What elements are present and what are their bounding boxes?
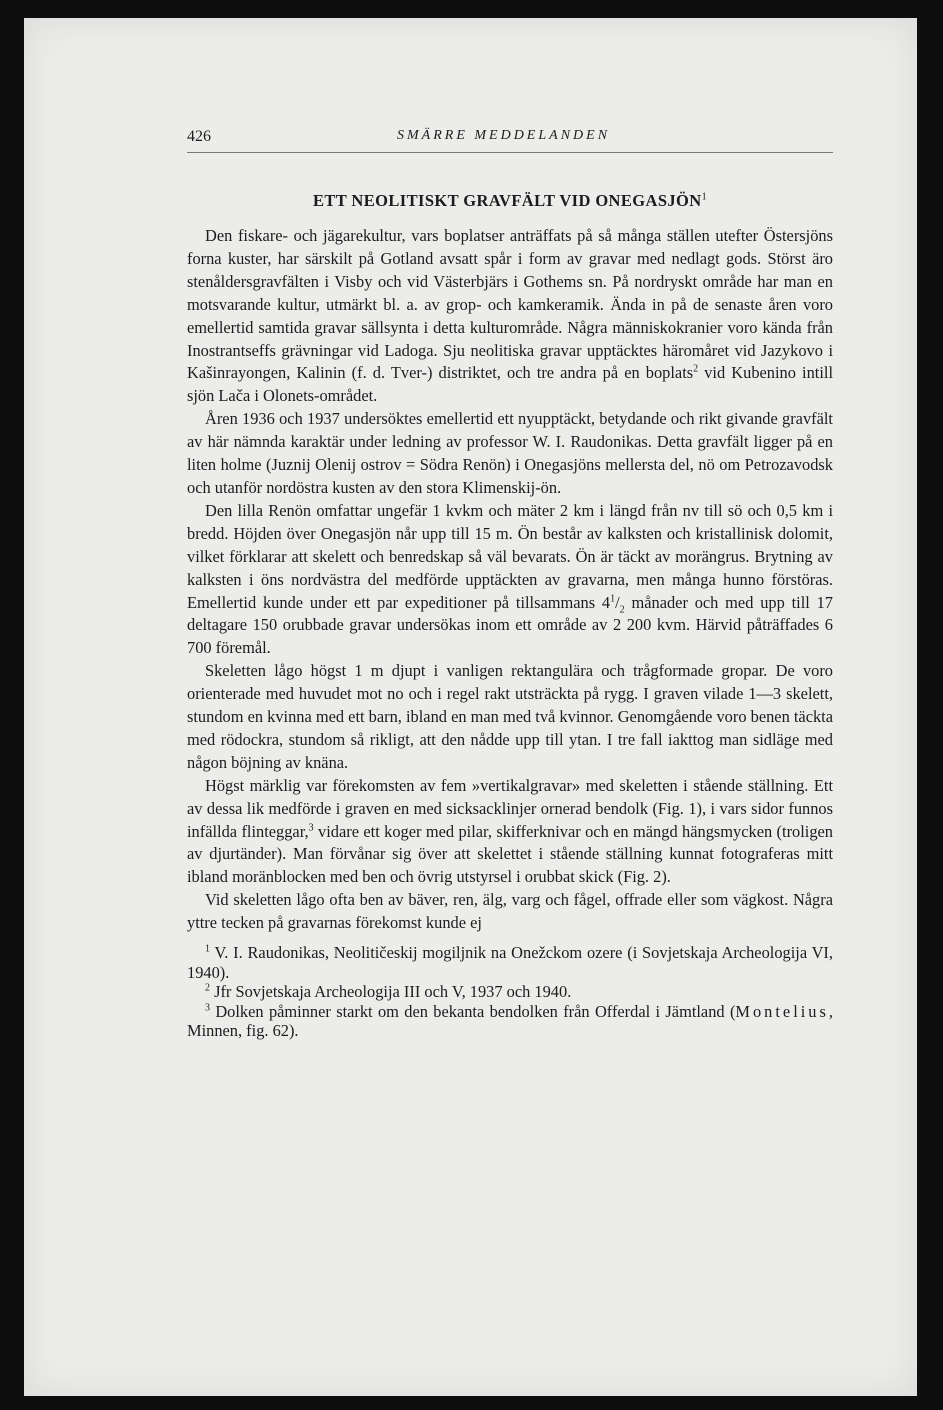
footnote-1 xyxy=(187,943,833,982)
page-content xyxy=(187,126,833,1041)
scanned-page xyxy=(24,18,917,1396)
paragraph-5-text-a: Högst märklig var förekomsten av fem »vertikalgravar» med skeletten i stående ställning. Ett av dessa lik medförde i graven en med sicksacklinjer ornerad bendolk (Fig. 1), i vars sidor funnos infällda flintеggar, xyxy=(187,775,833,841)
paragraph-4: Skeletten lågo högst 1 m djupt i vanligen rektangulära och trågformade gropar. De voro orienterade med huvudet mot no och i regel rakt utsträckta på rygg. I graven vilade 1—3 skelett, stundom en kvinna med ett barn, ibland en man med två kvinnor. Genomgående voro benen täckta med rödockra, stundom så rikligt, att den nådde upp till ytan. I tre fall iakttog man sidläge med någon böjning av knäna. xyxy=(187,661,833,772)
footnote-ref-2: 2 xyxy=(693,363,699,375)
footnote-3 xyxy=(187,1002,833,1041)
paragraph-2: Åren 1936 och 1937 undersöktes emellertid ett nyupptäckt, betydande och rikt givande gravfält av här nämnda karaktär under ledning av professor W. I. Raudonikas. Detta gravfält ligger på en liten holme (Juznij Olenij ostrov = Södra Renön) i Onegasjöns mellersta del, nö om Petrozavodsk och utanför nordöstra kusten av den stora Klimenskij-ön. xyxy=(187,409,833,497)
paragraph-1 xyxy=(187,225,833,408)
title-footnote-mark: 1 xyxy=(701,191,708,203)
footnote-2-text: Jfr Sovjetskaja Archeologija III och V, 1937 och 1940. xyxy=(210,982,572,1002)
footnotes xyxy=(187,943,833,1041)
footnote-3-text-b: , Minnen, fig. 62). xyxy=(187,1001,833,1041)
page-number: 426 xyxy=(187,128,211,145)
footnote-3-text-a: Dolken påminner starkt om den bekanta bendolken från Offerdal i Jämtland ( xyxy=(210,1001,736,1021)
section-name: SMÄRRE MEDDELANDEN xyxy=(397,128,611,143)
paragraph-3: Den lilla Renön omfattar ungefär 1 kvkm och mäter 2 km i längd från nv till sö och 0,5 km i bredd. Höjden över Onegasjön når upp till 15 m. Ön består av kalksten och kristallinisk dolomit, vilket förklarar att skelett och benredskap så väl bevarats. Ön är täckt av morängrus. Brytning av kalksten i öns nordvästra del medförde upptäckten av gravarna, men många hunno förstöras. Emellertid kunde under ett par expeditioner på tillsammans $4^1/_2$ månader och med upp till 17 deltagare 150 orubbade gravar undersökas inom ett område av 2 200 kvm. Härvid påträffades 6 700 föremål. xyxy=(187,500,833,658)
footnote-1-mark: 1 xyxy=(205,943,210,955)
paragraph-3-text-a: Den lilla Renön omfattar ungefär 1 kvkm och mäter 2 km i längd från nv till sö och 0,5 km i bredd. Höjden över Onegasjön når upp till 15 m. Ön består av kalksten och kristallinisk dolomit, vilket förklarar att skelett och benredskap så väl bevarats. Ön är täckt av morängrus. Brytning av kalksten i öns nordvästra del medförde upptäckten av gravarna, men många hunno förstöras. Emellertid kunde under ett par expeditioner på tillsammans 4 xyxy=(187,500,833,612)
footnote-3-mark: 3 xyxy=(205,1002,210,1014)
paragraph-3-text-b: månader och med upp till 17 deltagare 150 orubbade gravar undersökas inom ett område av 2 200 kvm. Härvid påträffades 6 700 föremål. xyxy=(187,592,833,658)
paragraph-5-text-b: vidare ett koger med pilar, skifferknivar och en mängd hängsmycken (troligen av djurtänder). Man förvånar sig över att skelettet i stående ställning kunnat fotograferas mitt ibland moränblocken med ben och övrig utstyrsel i orubbat skick (Fig. 2). xyxy=(187,821,833,887)
paragraph-6: Vid skeletten lågo ofta ben av bäver, ren, älg, varg och fågel, offrade eller som vägkost. Några yttre tecken på gravarnas förekomst kunde ej xyxy=(187,890,833,933)
footnote-2-mark: 2 xyxy=(205,982,210,994)
paragraph-5 xyxy=(187,775,833,890)
article-title xyxy=(187,191,833,211)
fraction-numerator: 1 xyxy=(610,593,616,605)
fraction-denominator: 2 xyxy=(619,603,625,615)
article-body xyxy=(187,225,833,935)
footnote-3-author: Montelius xyxy=(735,1001,829,1021)
footnote-2 xyxy=(187,982,833,1002)
paragraph-1-text: Den fiskare- och jägarekultur, vars boplatser anträffats på så många ställen utefter Östersjöns forna kuster, har särskilt på Gotland avsatt spår i form av gravar med nedlagt gods. Störst äro stenåldersgravfälten i Visby och vid Västerbjärs i Gothems sn. På nordryskt område har man en motsvarande kultur, utmärkt bl. a. av grop- och kamkeramik. Ända in på de senaste åren voro emellertid samtida gravar sällsynta i detta kulturområde. Några människokranier voro kända från Inostrantseffs grävningar vid Ladoga. Sju neolitiska gravar upptäcktes häromåret vid Jazykovo i Kašinrayongen, Kalinin (f. d. Tver-) distriktet, och tre andra på en boplats xyxy=(187,226,833,383)
article-title-text: ETT NEOLITISKT GRAVFÄLT VID ONEGASJÖN xyxy=(312,191,702,210)
footnote-ref-3: 3 xyxy=(308,822,314,834)
running-head xyxy=(187,126,833,153)
footnote-1-text: V. I. Raudonikas, Neolitičeskij mogiljnik na Onežckom ozere (i Sovjetskaja Archeologija VI, 1940). xyxy=(187,943,833,982)
paragraph-1-end: vid Kubenino intill sjön Lača i Olonets-området. xyxy=(187,363,833,406)
